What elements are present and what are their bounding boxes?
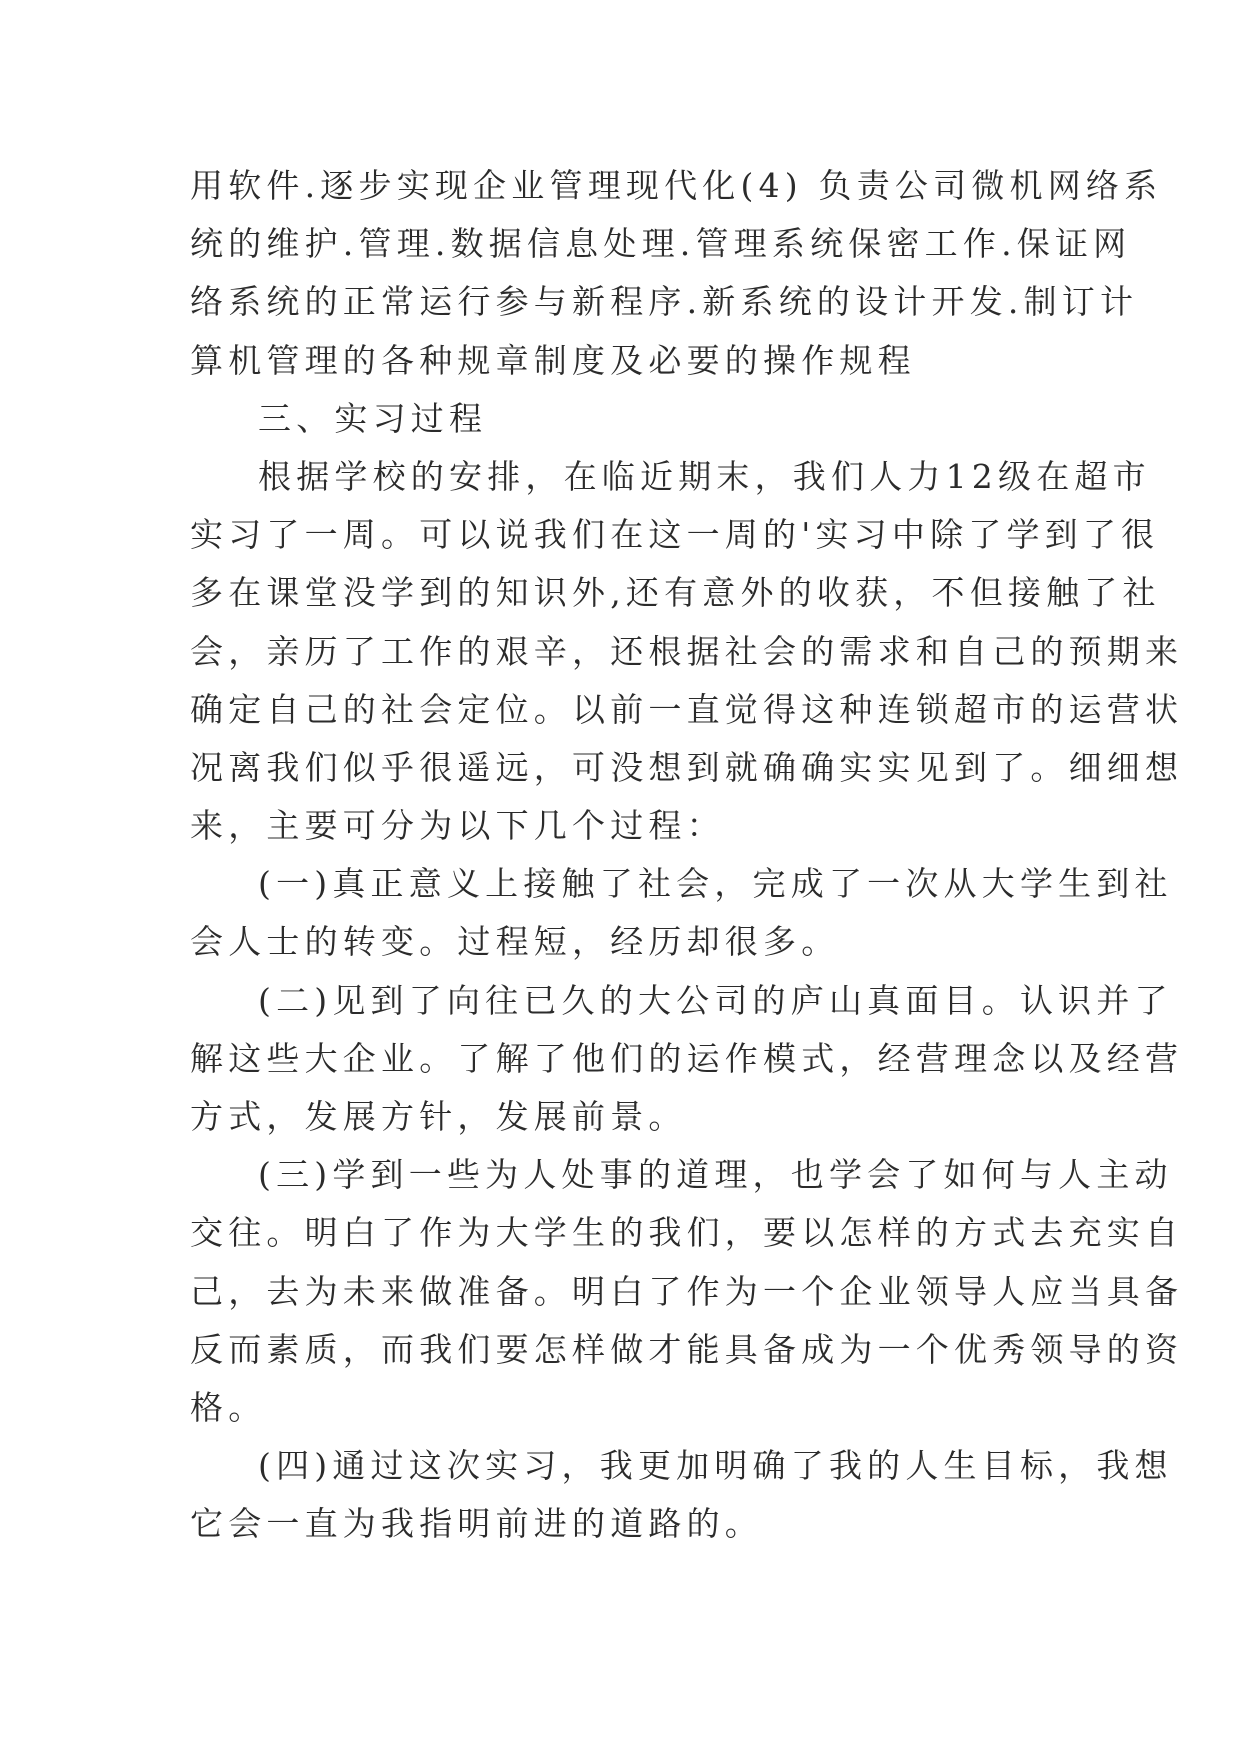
- text-line: 用软件.逐步实现企业管理现代化(4) 负责公司微机网络系: [190, 166, 1163, 205]
- text-line: 多在课堂没学到的知识外,还有意外的收获，不但接触了社: [190, 573, 1161, 613]
- text-line: 络系统的正常运行参与新程序.新系统的设计开发.制订计: [190, 282, 1139, 322]
- list-item-3: (三)学到一些为人处事的道理，也学会了如何与人主动: [258, 1155, 1173, 1195]
- text-line: 算机管理的各种规章制度及必要的操作规程: [190, 340, 916, 380]
- text-line: 确定自己的社会定位。以前一直觉得这种连锁超市的运营状: [190, 689, 1184, 729]
- list-item-1: (一)真正意义上接触了社会，完成了一次从大学生到社: [258, 864, 1173, 904]
- text-line: 况离我们似乎很遥远，可没想到就确确实实见到了。细细想: [190, 747, 1184, 787]
- text-line: 根据学校的安排，在临近期末，我们人力12级在超市: [258, 456, 1151, 496]
- text-line: 交往。明白了作为大学生的我们，要以怎样的方式去充实自: [190, 1213, 1184, 1253]
- list-item-2: (二)见到了向往已久的大公司的庐山真面目。认识并了: [258, 980, 1173, 1020]
- text-line: 解这些大企业。了解了他们的运作模式，经营理念以及经营: [190, 1038, 1184, 1078]
- text-line: 统的维护.管理.数据信息处理.管理系统保密工作.保证网: [190, 224, 1132, 264]
- text-line: 会，亲历了工作的艰辛，还根据社会的需求和自己的预期来: [190, 631, 1184, 671]
- text-line: 它会一直为我指明前进的道路的。: [190, 1504, 763, 1544]
- list-item-4: (四)通过这次实习，我更加明确了我的人生目标，我想: [258, 1446, 1173, 1486]
- section-heading: 三、实习过程: [258, 398, 488, 438]
- text-line: 方式，发展方针，发展前景。: [190, 1097, 687, 1136]
- text-line: 格。: [190, 1387, 267, 1427]
- text-line: 来，主要可分为以下几个过程：: [190, 806, 725, 846]
- text-line: 反而素质，而我们要怎样做才能具备成为一个优秀领导的资: [190, 1329, 1184, 1369]
- text-line: 实习了一周。可以说我们在这一周的'实习中除了学到了很: [190, 515, 1160, 555]
- text-line: 己，去为未来做准备。明白了作为一个企业领导人应当具备: [190, 1271, 1184, 1311]
- text-line: 会人士的转变。过程短，经历却很多。: [190, 922, 840, 962]
- document-body: [190, 157, 1184, 1554]
